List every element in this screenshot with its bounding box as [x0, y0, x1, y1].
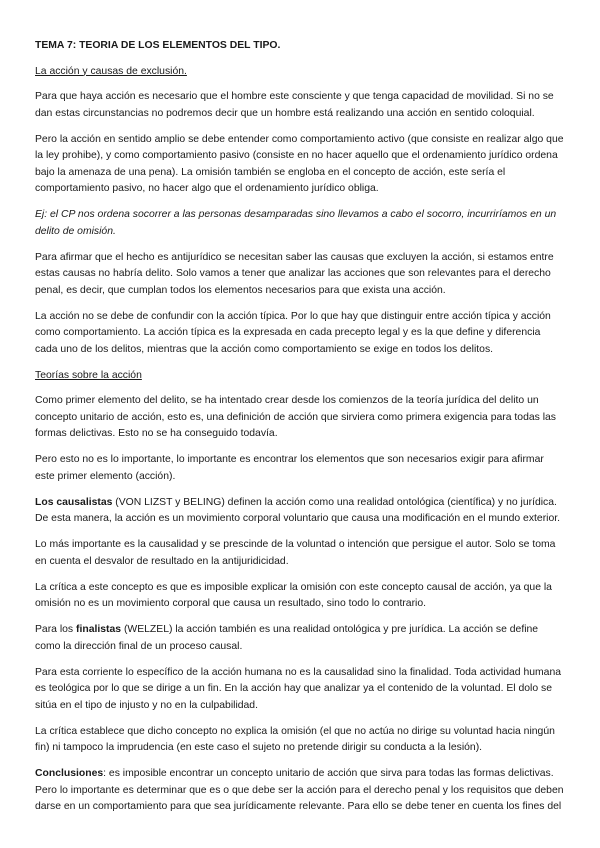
- paragraph-4: Para afirmar que el hecho es antijurídico se necesitan saber las causas que excluyen la acción, si estamos entre estas causas no habría delito. Solo vamos a tener que analizar las acciones que son relevantes para el derecho penal, es decir, que cumplan todos los elementos necesarios para que exista una acción.: [35, 251, 554, 296]
- paragraph-10: La crítica a este concepto es que es imposible explicar la omisión con este concepto causal de acción, ya que la omisión no es un movimiento corporal que causa un resultado, sino todo lo contrario.: [35, 581, 552, 609]
- section-heading-accion: La acción y causas de exclusión.: [35, 65, 187, 77]
- paragraph-1: Para que haya acción es necesario que el hombre este consciente y que tenga capacidad de movilidad. Si no se dan estas circunstancias no podremos decir que un hombre está realizando una acción en sentido coloquial.: [35, 91, 554, 119]
- finalistas-text: (WELZEL) la acción también es una realidad ontológica y pre jurídica. La acción se define como la dirección final de un proceso causal.: [35, 624, 539, 652]
- conclusiones-label: Conclusiones: [35, 768, 104, 779]
- section-heading-teorias: Teorías sobre la acción: [35, 369, 142, 381]
- paragraph-12: Para esta corriente lo específico de la acción humana no es la causalidad sino la finalidad. Toda actividad humana es teológica por lo que se dirige a un fin. En la acción hay que analizar ya el contenido de la voluntad. El dolo se sitúa en el tipo de injusto y no en la culpabilidad.: [35, 666, 562, 711]
- paragraph-causalistas: [35, 495, 565, 528]
- paragraph-9: Lo más importante es la causalidad y se prescinde de la voluntad o intención que persigue el autor. Solo se toma en cuenta el desvalor de resultado en la antijuridicidad.: [35, 539, 556, 567]
- paragraph-5: La acción no se debe de confundir con la acción típica. Por lo que hay que distinguir entre acción típica y acción como comportamiento. La acción típica es la expresada en cada precepto legal y es la que define y diferencia cada uno de los delitos, mientras que la acción como comportamiento se exige en todos los delitos.: [35, 310, 551, 355]
- causalistas-text: (VON LIZST y BELING) definen la acción como una realidad ontológica (científica) y no jurídica. De esta manera, la acción es un movimiento corporal voluntario que causa una modificación en el mundo exterior.: [35, 496, 561, 524]
- paragraph-2: Pero la acción en sentido amplio se debe entender como comportamiento activo (que consiste en realizar algo que la ley prohibe), y como comportamiento pasivo (consiste en no hacer aquello que el ordenamiento jurídico ordena bajo la amenaza de una pena). La omisión también se engloba en el concepto de acción, este sería el comportamiento pasivo, no hacer algo que el ordenamiento jurídico obliga.: [35, 133, 564, 194]
- paragraph-finalistas: [35, 622, 565, 655]
- example-paragraph: Ej: el CP nos ordena socorrer a las personas desamparadas sino llevamos a cabo el socorro, incurriríamos en un delito de omisión.: [35, 209, 557, 237]
- paragraph-13: La crítica establece que dicho concepto no explica la omisión (el que no actúa no dirige su voluntad hacia ningún fin) ni tampoco la imprudencia (en este caso el sujeto no pretende dirigir su conducta a la lesión).: [35, 725, 555, 753]
- paragraph-7: Pero esto no es lo importante, lo importante es encontrar los elementos que son necesarios exigir para afirmar este primer elemento (acción).: [35, 454, 544, 482]
- paragraph-conclusiones: [35, 766, 565, 816]
- causalistas-label: Los causalistas: [35, 496, 113, 508]
- finalistas-prefix: Para los: [35, 624, 77, 635]
- conclusiones-text: : es imposible encontrar un concepto unitario de acción que sirva para todas las formas delictivas. Pero lo importante es determinar que es o que debe ser la acción para el derecho penal y los requisitos que deben darse en un comportamiento para que sea jurídicamente relevante. Para ello se debe tener en cuenta los fines del: [35, 768, 564, 812]
- paragraph-6: Como primer elemento del delito, se ha intentado crear desde los comienzos de la teoría jurídica del delito un concepto unitario de acción, esto es, una definición de acción que sirviera como primera exigencia para todas las formas delictivas. Esto no se ha conseguido todavía.: [35, 395, 556, 439]
- finalistas-label: finalistas: [76, 624, 122, 635]
- document-title: TEMA 7: TEORIA DE LOS ELEMENTOS DEL TIPO.: [35, 40, 281, 51]
